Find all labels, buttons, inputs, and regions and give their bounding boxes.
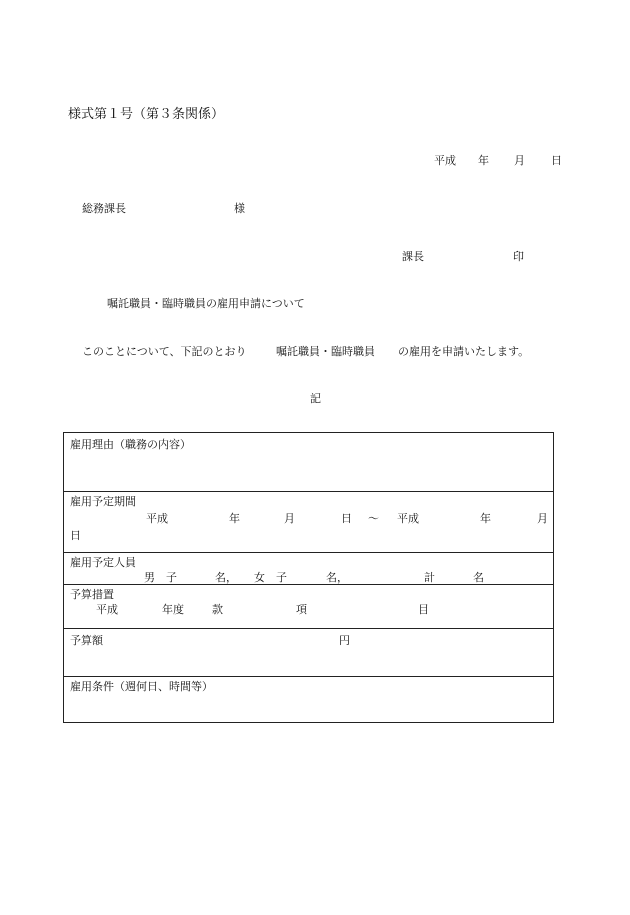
- headcount-total: 計: [424, 571, 435, 584]
- conditions-label: 雇用条件（週何日、時間等）: [70, 680, 213, 693]
- headcount-female-unit: 名，: [326, 571, 348, 584]
- budget-label: 予算措置: [70, 588, 114, 601]
- seal-mark: 印: [513, 250, 524, 263]
- period-row: [64, 492, 553, 553]
- application-table: [63, 432, 554, 723]
- amount-row: [64, 629, 553, 677]
- reason-row: [64, 433, 553, 492]
- body-prefix: このことについて、下記のとおり: [82, 345, 247, 358]
- addressee-title: 総務課長: [82, 202, 126, 215]
- headcount-label: 雇用予定人員: [70, 556, 136, 569]
- period-end-month: 月: [537, 512, 548, 525]
- date-day: 日: [551, 154, 562, 167]
- reason-label: 雇用理由（職務の内容）: [70, 438, 191, 451]
- amount-label: 予算額: [70, 634, 103, 647]
- period-start-month: 月: [284, 512, 295, 525]
- budget-kou: 項: [296, 603, 307, 616]
- amount-unit: 円: [339, 634, 350, 647]
- period-label: 雇用予定期間: [70, 495, 136, 508]
- sender-title: 課長: [402, 250, 424, 263]
- budget-moku: 目: [418, 603, 429, 616]
- conditions-row: [64, 677, 553, 722]
- headcount-total-unit: 名: [473, 571, 484, 584]
- period-start-day: 日: [341, 512, 352, 525]
- period-end-year: 年: [480, 512, 491, 525]
- body-suffix: の雇用を申請いたします。: [398, 345, 530, 358]
- headcount-female: 女 子: [254, 571, 287, 584]
- date-month: 月: [514, 154, 525, 167]
- budget-era: 平成: [96, 603, 118, 616]
- headcount-male-unit: 名，: [215, 571, 237, 584]
- addressee-honorific: 様: [234, 202, 245, 215]
- period-end-day: 日: [70, 529, 81, 542]
- budget-kan: 款: [212, 603, 223, 616]
- ki-heading: 記: [310, 392, 321, 405]
- headcount-row: [64, 553, 553, 585]
- date-era: 平成: [434, 154, 456, 167]
- budget-fiscal-year: 年度: [162, 603, 184, 616]
- subject-line: 嘱託職員・臨時職員の雇用申請について: [107, 297, 305, 310]
- budget-row: [64, 585, 553, 629]
- period-tilde: ～: [368, 512, 379, 525]
- headcount-male: 男 子: [144, 571, 177, 584]
- period-start-era: 平成: [146, 512, 168, 525]
- form-number: 様式第１号（第３条関係）: [68, 107, 225, 122]
- body-staff-type: 嘱託職員・臨時職員: [276, 345, 375, 358]
- date-year: 年: [478, 154, 489, 167]
- period-start-year: 年: [229, 512, 240, 525]
- period-end-era: 平成: [397, 512, 419, 525]
